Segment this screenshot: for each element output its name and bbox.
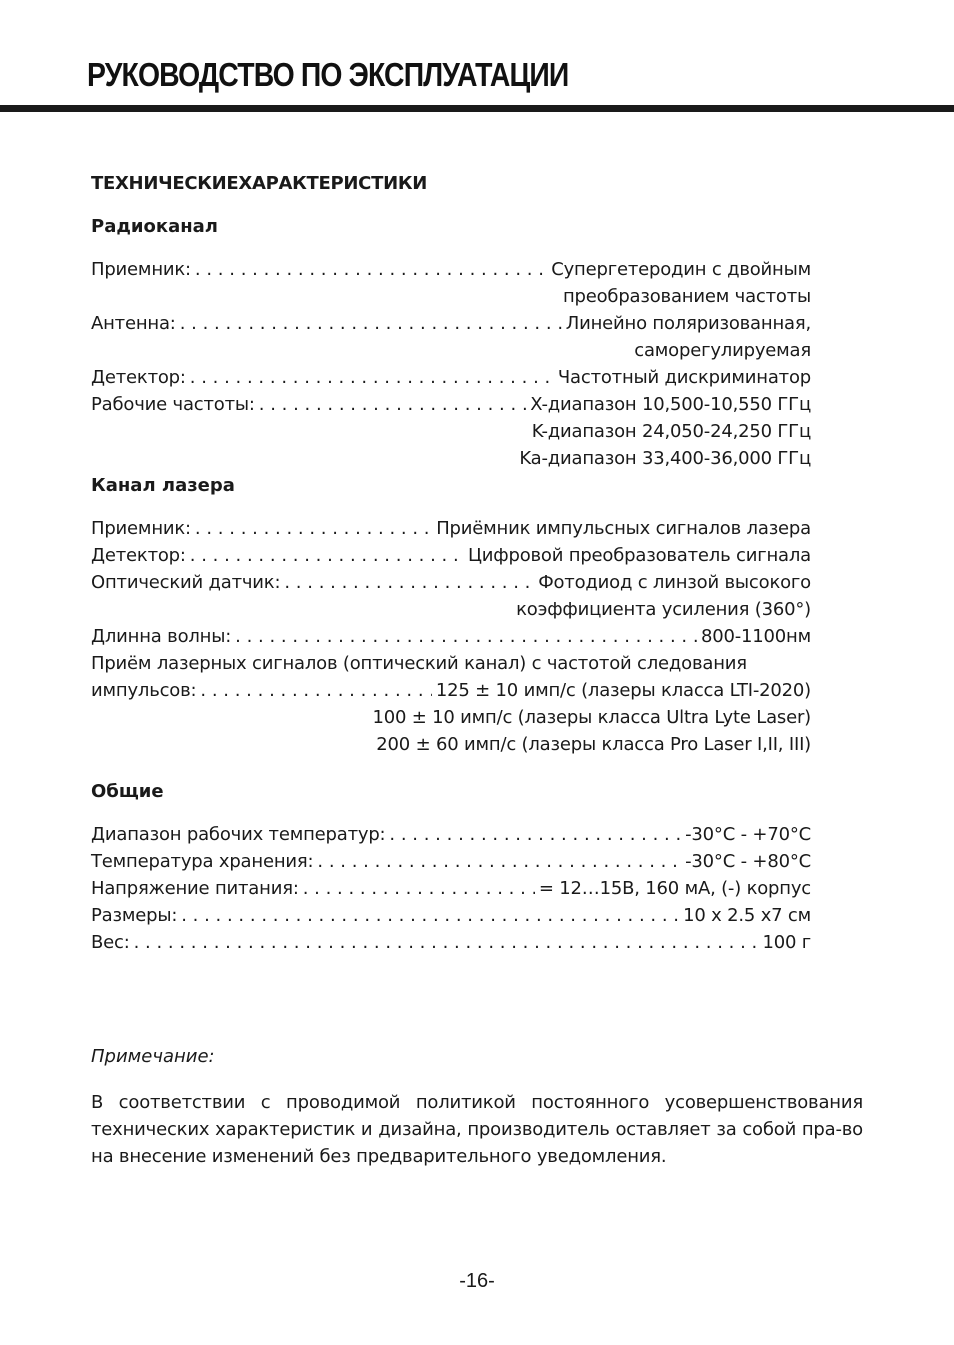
spec-label: Оптический датчик: [91, 572, 281, 593]
dot-leader [235, 623, 697, 650]
laser-reception-line: Приём лазерных сигналов (оптический канал) с частотой следования [91, 653, 747, 674]
dot-leader [284, 569, 534, 596]
dot-leader [181, 902, 679, 929]
spec-row-laser-sensor [91, 569, 811, 596]
dot-leader [303, 875, 535, 902]
spec-content [91, 170, 811, 956]
spec-row-laser-receiver [91, 515, 811, 542]
doc-title: ТЕХНИЧЕСКИЕХАРАКТЕРИСТИКИ [91, 173, 428, 194]
spec-row-storage-temp [91, 848, 811, 875]
spec-row-radio-frequencies [91, 391, 811, 418]
note-label: Примечание: [91, 1046, 215, 1067]
spec-row-op-temp [91, 821, 811, 848]
spec-row-radio-detector [91, 364, 811, 391]
general-spec-list [91, 821, 811, 956]
spec-value-continued: саморегулируемая [634, 340, 811, 361]
spec-value: 125 ± 10 имп/с (лазеры класса LTI-2020) [435, 680, 811, 701]
spec-value: -30°C - +80°C [685, 851, 811, 872]
spec-value: Фотодиод с линзой высокого [538, 572, 811, 593]
spec-row-laser-wavelength [91, 623, 811, 650]
spec-label: Рабочие частоты: [91, 394, 255, 415]
spec-label: Приемник: [91, 259, 191, 280]
spec-value: Супергетеродин с двойным [551, 259, 811, 280]
spec-label: Длинна волны: [91, 626, 232, 647]
spec-value: Приёмник импульсных сигналов лазера [436, 518, 811, 539]
spec-value: 100 г [762, 932, 811, 953]
spec-label: Вес: [91, 932, 130, 953]
spec-label: Температура хранения: [91, 851, 314, 872]
spec-value: X-диапазон 10,500-10,550 ГГц [530, 394, 811, 415]
spec-label: Напряжение питания: [91, 878, 299, 899]
spec-value-continued: 100 ± 10 имп/с (лазеры класса Ultra Lyte Laser) [372, 707, 811, 728]
note-text: В соответствии с проводимой политикой постоянного усовершенствования технических характеристик и дизайна, производитель оставляет за собой пра-во на внесение изменений без предварительного уведомления. [91, 1092, 863, 1167]
section-general-heading: Общие [91, 781, 164, 802]
dot-leader [190, 542, 464, 569]
dot-leader [195, 256, 547, 283]
radio-spec-list [91, 256, 811, 472]
dot-leader [200, 677, 431, 704]
dot-leader [180, 310, 562, 337]
spec-value: Линейно поляризованная, [565, 313, 811, 334]
spec-row-voltage [91, 875, 811, 902]
spec-label: Детектор: [91, 367, 186, 388]
spec-row-radio-antenna [91, 310, 811, 337]
dot-leader [134, 929, 759, 956]
spec-label: импульсов: [91, 680, 197, 701]
spec-value: = 12…15В, 160 мА, (-) корпус [538, 878, 811, 899]
page-number: -16- [459, 1270, 495, 1292]
laser-spec-list [91, 515, 811, 758]
section-radio-heading: Радиоканал [91, 216, 218, 237]
spec-value: Цифровой преобразователь сигнала [468, 545, 811, 566]
spec-value: 800-1100нм [700, 626, 811, 647]
spec-row-radio-receiver [91, 256, 811, 283]
spec-row-laser-pulses [91, 677, 811, 704]
spec-label: Детектор: [91, 545, 186, 566]
spec-row-size [91, 902, 811, 929]
spec-value: Частотный дискриминатор [557, 367, 811, 388]
spec-value: 10 х 2.5 х7 см [683, 905, 811, 926]
spec-label: Приемник: [91, 518, 191, 539]
spec-label: Диапазон рабочих температур: [91, 824, 386, 845]
header-title: РУКОВОДСТВО ПО ЭКСПЛУАТАЦИИ [87, 56, 569, 93]
dot-leader [317, 848, 681, 875]
spec-value-continued: преобразованием частоты [562, 286, 811, 307]
dot-leader [389, 821, 681, 848]
dot-leader [190, 364, 554, 391]
spec-value-continued: Ka-диапазон 33,400-36,000 ГГц [519, 448, 811, 469]
header-rule [0, 105, 954, 112]
dot-leader [259, 391, 526, 418]
spec-value-continued: 200 ± 60 имп/с (лазеры класса Pro Laser I,II, III) [376, 734, 811, 755]
spec-row-laser-detector [91, 542, 811, 569]
dot-leader [195, 515, 432, 542]
spec-value-continued: коэффициента усиления (360°) [516, 599, 811, 620]
spec-value-continued: K-диапазон 24,050-24,250 ГГц [531, 421, 811, 442]
spec-row-weight [91, 929, 811, 956]
section-laser-heading: Канал лазера [91, 475, 235, 496]
spec-label: Антенна: [91, 313, 176, 334]
spec-value: -30°C - +70°C [685, 824, 811, 845]
spec-label: Размеры: [91, 905, 178, 926]
